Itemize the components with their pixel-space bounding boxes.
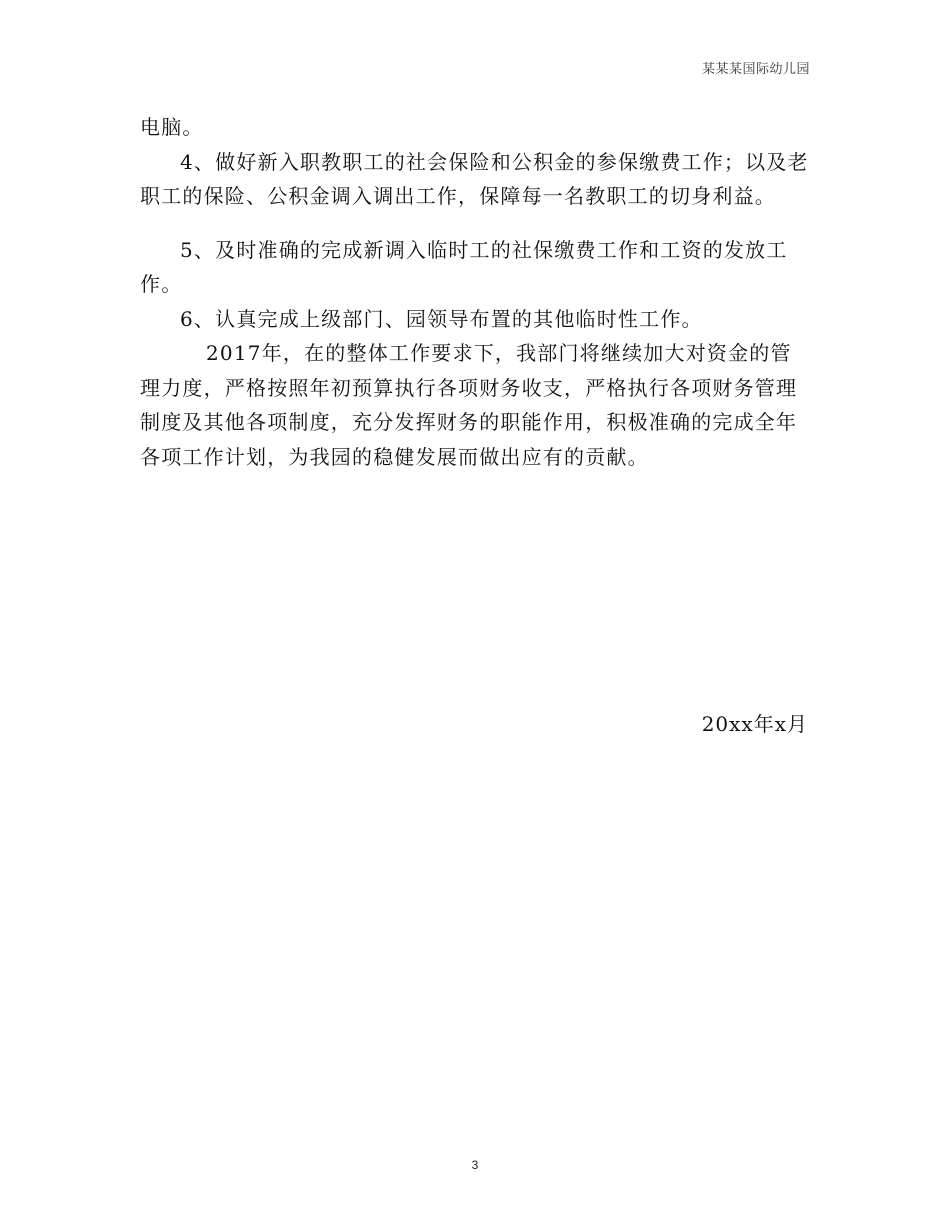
- paragraph-item-5: 5、及时准确的完成新调入临时工的社保缴费工作和工资的发放工作。: [140, 237, 788, 296]
- paragraph-item-6: 6、认真完成上级部门、园领导布置的其他临时性工作。: [180, 306, 703, 331]
- document-date: 20xx年x月: [701, 712, 808, 736]
- paragraph-continuation: 电脑。: [140, 115, 204, 139]
- header-organization: 某某某国际幼儿园: [701, 62, 810, 77]
- paragraph-item-4: 4、做好新入职教职工的社会保险和公积金的参保缴费工作；以及老职工的保险、公积金调入调出工作，保障每一名教职工的切身利益。: [140, 149, 809, 208]
- document-body: [140, 110, 812, 474]
- page-number: 3: [471, 1158, 479, 1172]
- paragraph-summary: 2017年，在的整体工作要求下，我部门将继续加大对资金的管理力度，严格按照年初预算执行各项财务收支，严格执行各项财务管理制度及其他各项制度，充分发挥财务的职能作用，积极准确的完成全年各项工作计划，为我园的稳健发展而做出应有的贡献。: [140, 341, 798, 469]
